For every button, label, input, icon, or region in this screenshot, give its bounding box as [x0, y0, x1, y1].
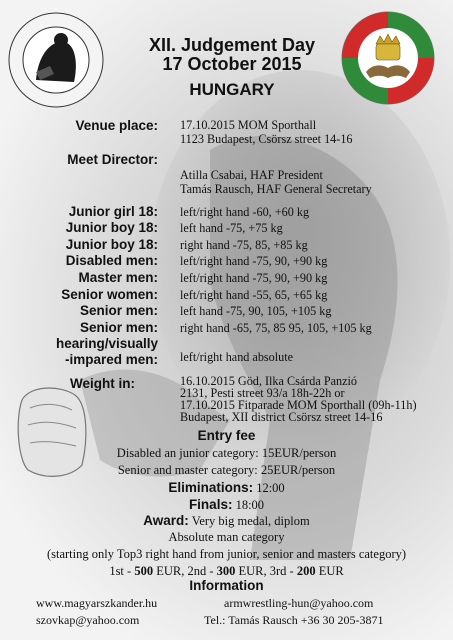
category-label: Junior boy 18:	[65, 237, 158, 252]
weigh-in-line3: 17.10.2015 Fitparade MOM Sporthall (09h-11h)	[180, 398, 417, 412]
venue-line1: 17.10.2015 MOM Sporthall	[180, 118, 317, 132]
finals-label: Finals:	[188, 497, 233, 512]
prize-first: 500	[134, 564, 154, 578]
federation-logo	[340, 10, 436, 106]
entry-fee-heading: Entry fee	[197, 428, 256, 443]
category-label: Junior girl 18:	[68, 204, 158, 219]
category-label: Junior boy 18:	[65, 220, 158, 235]
category-value: left hand -75, 90, 105, +105 kg	[180, 304, 332, 318]
category-value: right hand -75, 85, +85 kg	[180, 238, 308, 252]
weigh-in-line1: 16.10.2015 Göd, Ilka Csárda Panzió	[180, 374, 358, 388]
director-line2: Tamás Rausch, HAF General Secretary	[180, 182, 372, 196]
category-label: Senior women:	[61, 287, 158, 302]
entry-fee-line2: Senior and master category: 25EUR/person	[117, 463, 336, 477]
absolute-note: (starting only Top3 right hand from junior, senior and masters category)	[46, 547, 407, 561]
prize-first-label: 1st -	[109, 564, 132, 578]
weigh-in-line4: Budapest, XII district Csörsz street 14-16	[180, 410, 383, 424]
weigh-in-label: Weight in:	[70, 376, 135, 391]
absolute-category: Absolute man category	[168, 530, 285, 544]
prize-second: 300	[216, 564, 236, 578]
category-label: Senior men:	[79, 320, 158, 335]
finals-row	[0, 497, 453, 513]
event-title: XII. Judgement Day	[148, 35, 316, 55]
prize-third: 200	[296, 564, 316, 578]
director-label: Meet Director:	[67, 152, 158, 167]
impaired-label-line2: -impared men:	[64, 352, 158, 367]
eliminations-label: Eliminations:	[168, 480, 254, 495]
prize-money	[0, 564, 453, 579]
impaired-value: left/right hand absolute	[180, 350, 294, 364]
award-text: Very big medal, diplom	[191, 514, 310, 528]
championship-logo	[6, 10, 106, 110]
event-country: HUNGARY	[189, 80, 275, 99]
entry-fee-line1: Disabled an junior category: 15EUR/person	[116, 446, 337, 460]
director-line1: Atilla Csabai, HAF President	[180, 168, 323, 182]
eliminations-row	[0, 480, 453, 496]
category-value: left/right hand -60, +60 kg	[180, 205, 310, 219]
category-label: Senior men:	[79, 303, 158, 318]
email-left-link[interactable]: szovkap@yahoo.com	[36, 613, 140, 627]
category-value: left/right hand -75, 90, +90 kg	[180, 271, 328, 285]
category-value: right hand -65, 75, 85 95, 105, +105 kg	[180, 321, 372, 335]
email-right-link[interactable]: armwrestling-hun@yahoo.com	[224, 596, 374, 610]
venue-line2: 1123 Budapest, Csörsz street 14-16	[180, 132, 353, 146]
category-label: Disabled men:	[65, 253, 158, 268]
weigh-in-line2: 2131, Pesti street 93/a 18h-22h or	[180, 386, 345, 400]
venue-label: Venue place:	[75, 118, 158, 133]
website-link[interactable]: www.magyarszkander.hu	[36, 596, 158, 610]
award-row	[0, 513, 453, 529]
phone-contact: Tel.: Tamás Rausch +36 30 205-3871	[204, 613, 384, 627]
category-value: left/right hand -55, 65, +65 kg	[180, 288, 328, 302]
eliminations-time: 12:00	[256, 481, 285, 495]
prize-currency: EUR	[318, 564, 344, 578]
impaired-label-line1: hearing/visually	[55, 336, 158, 351]
finals-time: 18:00	[235, 498, 265, 512]
prize-second-label: EUR, 2nd -	[156, 564, 214, 578]
prize-third-label: EUR, 3rd -	[238, 564, 294, 578]
crown-icon	[376, 34, 400, 60]
category-label: Master men:	[78, 270, 158, 285]
award-label: Award:	[143, 513, 189, 528]
information-heading: Information	[189, 578, 264, 593]
category-value: left hand -75, +75 kg	[180, 221, 283, 235]
category-value: left/right hand -75, 90, +90 kg	[180, 254, 328, 268]
event-date: 17 October 2015	[162, 54, 302, 74]
